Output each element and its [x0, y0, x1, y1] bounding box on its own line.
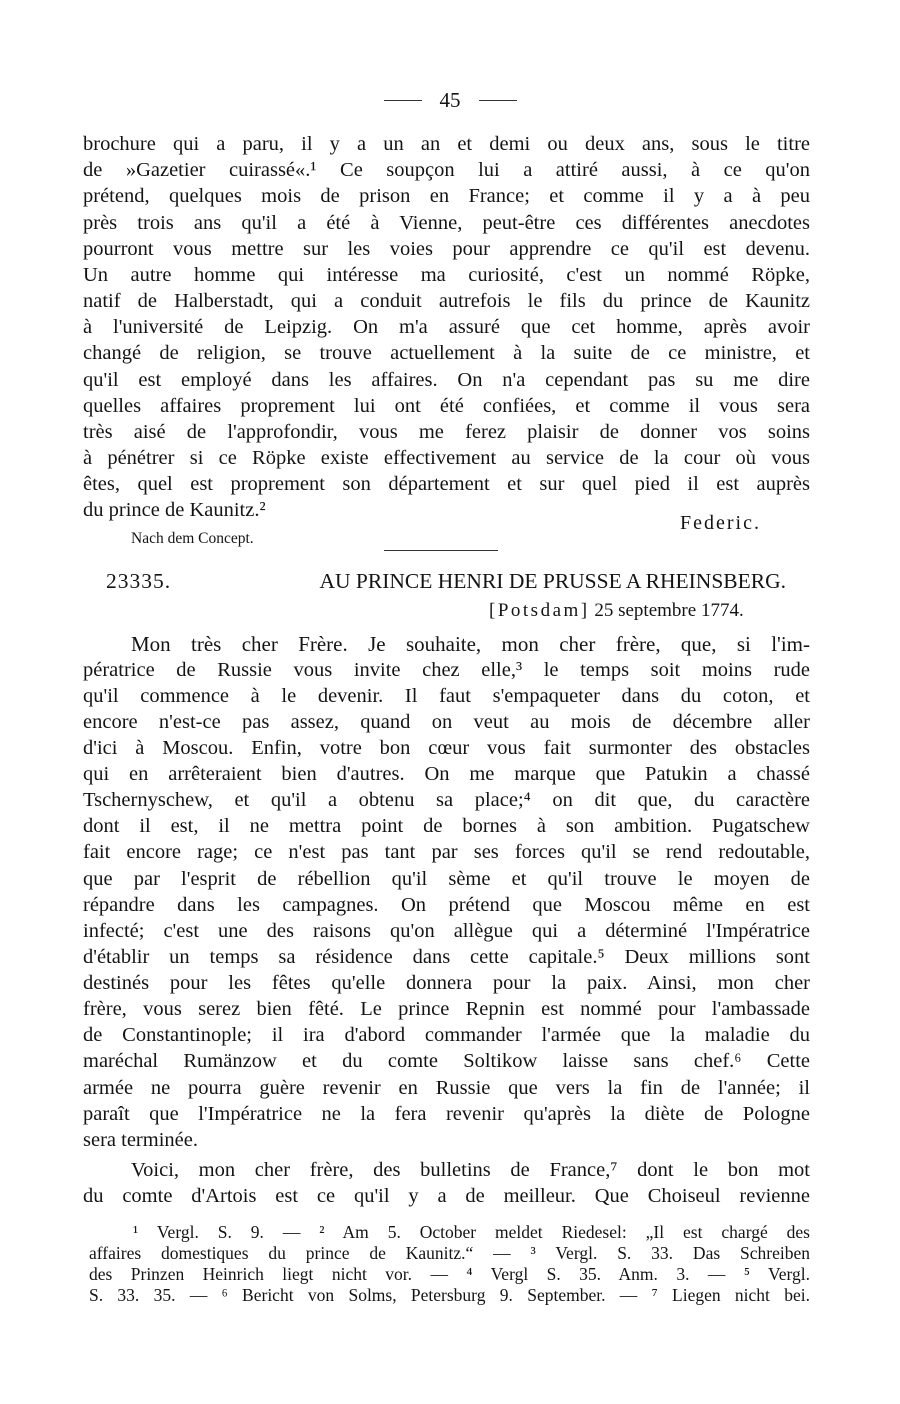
- text-line: sera terminée.: [83, 1129, 198, 1151]
- footnote-line: des Prinzen Heinrich liegt nicht vor. — ⁴ Vergl S. 35. Anm. 3. — ⁵ Vergl.: [89, 1264, 810, 1284]
- text-line: armée ne pourra guère revenir en Russie que vers la fin de l'année; il: [83, 1077, 810, 1099]
- text-line: d'ici à Moscou. Enfin, votre bon cœur vous fait surmonter des obstacles: [83, 737, 810, 759]
- text-line: infecté; c'est une des raisons qu'on allègue qui a déterminé l'Impératrice: [83, 920, 810, 942]
- footnote-line: ¹ Vergl. S. 9. — ² Am 5. October meldet Riedesel: „Il est chargé des: [133, 1222, 810, 1242]
- header-dash-left: [384, 100, 422, 101]
- text-line: encore n'est-ce pas assez, quand on veut au mois de décembre aller: [83, 711, 810, 733]
- signature: Federic.: [680, 512, 761, 534]
- text-line: êtes, quel est proprement son département et sur quel pied il est auprès: [83, 473, 810, 495]
- text-line: dont il est, il ne mettra point de bornes à son ambition. Pugatschew: [83, 815, 810, 837]
- page-number: 45: [439, 88, 461, 112]
- source-note: Nach dem Concept.: [131, 530, 254, 547]
- page-header: [0, 88, 900, 113]
- text-line: Un autre homme qui intéresse ma curiosité, c'est un nommé Röpke,: [83, 264, 810, 286]
- text-line: d'établir un temps sa résidence dans cette capitale.⁵ Deux millions sont: [83, 946, 810, 968]
- text-line: natif de Halberstadt, qui a conduit autrefois le fils du prince de Kaunitz: [83, 290, 810, 312]
- text-line: Tschernyschew, et qu'il a obtenu sa place;⁴ on dit que, du caractère: [83, 789, 810, 811]
- text-line: à pénétrer si ce Röpke existe effectivement au service de la cour où vous: [83, 447, 810, 469]
- text-line: destinés pour les fêtes qu'elle donnera pour la paix. Ainsi, mon cher: [83, 972, 810, 994]
- text-line: Mon très cher Frère. Je souhaite, mon cher frère, que, si l'im-: [131, 632, 810, 656]
- text-line: brochure qui a paru, il y a un an et demi ou deux ans, sous le titre: [83, 133, 810, 155]
- text-line: quelles affaires proprement lui ont été confiées, et comme il vous sera: [83, 395, 810, 417]
- text-line: fait encore rage; ce n'est pas tant par ses forces qu'il se rend redoutable,: [83, 841, 810, 863]
- text-line: qu'il est employé dans les affaires. On n'a cependant pas su me dire: [83, 369, 810, 391]
- section-divider: [384, 550, 498, 551]
- letter-dateline: [489, 600, 744, 622]
- text-line: du prince de Kaunitz.²: [83, 499, 266, 521]
- text-line: de Constantinople; il ira d'abord commander l'armée que la maladie du: [83, 1024, 810, 1046]
- letter-place: [Potsdam]: [489, 600, 590, 621]
- header-dash-right: [479, 100, 517, 101]
- letter-heading: [106, 569, 786, 594]
- text-line: pourront vous mettre sur les voies pour apprendre ce qu'il est devenu.: [83, 238, 810, 260]
- text-line: qu'il commence à le devenir. Il faut s'empaqueter dans du coton, et: [83, 685, 810, 707]
- text-line: très aisé de l'approfondir, vous me ferez plaisir de donner vos soins: [83, 421, 810, 443]
- letter-date: 25 septembre 1774.: [594, 600, 744, 621]
- text-line: à l'université de Leipzig. On m'a assuré que cet homme, après avoir: [83, 316, 810, 338]
- footnote-line: affaires domestiques du prince de Kaunitz.“ — ³ Vergl. S. 33. Das Schreiben: [89, 1243, 810, 1263]
- text-line: prétend, quelques mois de prison en France; et comme il y a à peu: [83, 185, 810, 207]
- text-line: qui en arrêteraient bien d'autres. On me marque que Patukin a chassé: [83, 763, 810, 785]
- letter-number: 23335.: [106, 569, 172, 593]
- text-line: maréchal Rumänzow et du comte Soltikow laisse sans chef.⁶ Cette: [83, 1050, 810, 1072]
- text-line: que par l'esprit de rébellion qu'il sème et qu'il trouve le moyen de: [83, 868, 810, 890]
- footnote-line: S. 33. 35. — ⁶ Bericht von Solms, Petersburg 9. September. — ⁷ Liegen nicht bei.: [89, 1285, 810, 1305]
- text-line: changé de religion, se trouve actuellement à la suite de ce ministre, et: [83, 342, 810, 364]
- text-line: de »Gazetier cuirassé«.¹ Ce soupçon lui a attiré aussi, à ce qu'on: [83, 159, 810, 181]
- text-line: paraît que l'Impératrice ne la fera revenir qu'après la diète de Pologne: [83, 1103, 810, 1125]
- text-line: près trois ans qu'il a été à Vienne, peut-être ces différentes anecdotes: [83, 212, 810, 234]
- text-line: répandre dans les campagnes. On prétend que Moscou même en est: [83, 894, 810, 916]
- text-line: Voici, mon cher frère, des bulletins de France,⁷ dont le bon mot: [131, 1159, 810, 1181]
- text-line: frère, vous serez bien fêté. Le prince Repnin est nommé pour l'ambassade: [83, 998, 810, 1020]
- letter-title: AU PRINCE HENRI DE PRUSSE A RHEINSBERG.: [319, 569, 786, 593]
- text-line: pératrice de Russie vous invite chez elle,³ le temps soit moins rude: [83, 659, 810, 681]
- text-line: du comte d'Artois est ce qu'il y a de meilleur. Que Choiseul revienne: [83, 1185, 810, 1207]
